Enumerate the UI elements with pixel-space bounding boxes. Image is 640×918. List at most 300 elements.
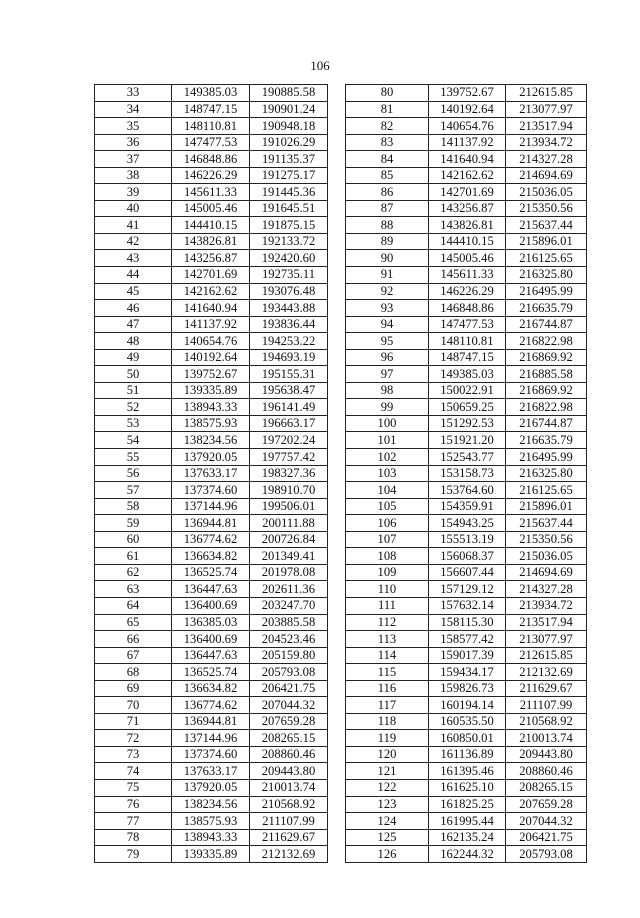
x-coordinate-cell: 140654.76: [429, 118, 506, 135]
point-number-cell: 70: [95, 697, 172, 714]
point-number-cell: 121: [346, 763, 429, 780]
point-number-cell: 71: [95, 713, 172, 730]
point-number-cell: 76: [95, 796, 172, 813]
point-number-cell: 60: [95, 531, 172, 548]
point-number-cell: 82: [346, 118, 429, 135]
x-coordinate-cell: 150659.25: [429, 399, 506, 416]
y-coordinate-cell: 200111.88: [250, 515, 328, 532]
table-row: [95, 333, 328, 350]
point-number-cell: 40: [95, 200, 172, 217]
table-row: [95, 250, 328, 267]
y-coordinate-cell: 211629.67: [250, 829, 328, 846]
y-coordinate-cell: 211107.99: [506, 697, 587, 714]
point-number-cell: 46: [95, 300, 172, 317]
x-coordinate-cell: 141640.94: [429, 151, 506, 168]
y-coordinate-cell: 209443.80: [506, 746, 587, 763]
point-number-cell: 44: [95, 267, 172, 284]
point-number-cell: 96: [346, 349, 429, 366]
y-coordinate-cell: 205793.08: [506, 846, 587, 863]
table-body-left: [95, 85, 328, 863]
point-number-cell: 57: [95, 482, 172, 499]
table-row: [346, 200, 587, 217]
x-coordinate-cell: 161825.25: [429, 796, 506, 813]
y-coordinate-cell: 207659.28: [506, 796, 587, 813]
point-number-cell: 61: [95, 548, 172, 565]
x-coordinate-cell: 159017.39: [429, 647, 506, 664]
point-number-cell: 102: [346, 449, 429, 466]
y-coordinate-cell: 193443.88: [250, 300, 328, 317]
table-row: [95, 118, 328, 135]
y-coordinate-cell: 216885.58: [506, 366, 587, 383]
y-coordinate-cell: 191135.37: [250, 151, 328, 168]
point-number-cell: 94: [346, 316, 429, 333]
point-number-cell: 100: [346, 415, 429, 432]
y-coordinate-cell: 212615.85: [506, 647, 587, 664]
table-row: [346, 631, 587, 648]
y-coordinate-cell: 201978.08: [250, 564, 328, 581]
y-coordinate-cell: 215350.56: [506, 200, 587, 217]
y-coordinate-cell: 207044.32: [506, 813, 587, 830]
y-coordinate-cell: 197757.42: [250, 449, 328, 466]
y-coordinate-cell: 195155.31: [250, 366, 328, 383]
point-number-cell: 47: [95, 316, 172, 333]
table-row: [95, 697, 328, 714]
y-coordinate-cell: 215036.05: [506, 184, 587, 201]
y-coordinate-cell: 193076.48: [250, 283, 328, 300]
table-row: [346, 763, 587, 780]
table-row: [95, 167, 328, 184]
table-row: [346, 366, 587, 383]
x-coordinate-cell: 137633.17: [172, 763, 250, 780]
y-coordinate-cell: 208265.15: [506, 779, 587, 796]
y-coordinate-cell: 205793.08: [250, 664, 328, 681]
x-coordinate-cell: 137144.96: [172, 730, 250, 747]
table-row: [95, 746, 328, 763]
x-coordinate-cell: 161625.10: [429, 779, 506, 796]
y-coordinate-cell: 190948.18: [250, 118, 328, 135]
y-coordinate-cell: 210013.74: [250, 779, 328, 796]
table-row: [95, 482, 328, 499]
y-coordinate-cell: 213934.72: [506, 597, 587, 614]
y-coordinate-cell: 203885.58: [250, 614, 328, 631]
point-number-cell: 90: [346, 250, 429, 267]
table-row: [95, 300, 328, 317]
table-row: [346, 449, 587, 466]
x-coordinate-cell: 136525.74: [172, 564, 250, 581]
table-row: [346, 118, 587, 135]
x-coordinate-cell: 147477.53: [172, 134, 250, 151]
table-row: [346, 85, 587, 102]
point-number-cell: 88: [346, 217, 429, 234]
table-row: [95, 713, 328, 730]
point-number-cell: 103: [346, 465, 429, 482]
x-coordinate-cell: 140654.76: [172, 333, 250, 350]
y-coordinate-cell: 216635.79: [506, 432, 587, 449]
x-coordinate-cell: 150022.91: [429, 382, 506, 399]
x-coordinate-cell: 137920.05: [172, 779, 250, 796]
x-coordinate-cell: 136634.82: [172, 680, 250, 697]
y-coordinate-cell: 191875.15: [250, 217, 328, 234]
y-coordinate-cell: 215896.01: [506, 498, 587, 515]
point-number-cell: 43: [95, 250, 172, 267]
y-coordinate-cell: 210568.92: [506, 713, 587, 730]
y-coordinate-cell: 216495.99: [506, 449, 587, 466]
x-coordinate-cell: 142162.62: [429, 167, 506, 184]
x-coordinate-cell: 143826.81: [429, 217, 506, 234]
point-number-cell: 109: [346, 564, 429, 581]
x-coordinate-cell: 154943.25: [429, 515, 506, 532]
y-coordinate-cell: 191445.36: [250, 184, 328, 201]
x-coordinate-cell: 142162.62: [172, 283, 250, 300]
table-row: [346, 730, 587, 747]
point-number-cell: 123: [346, 796, 429, 813]
x-coordinate-cell: 136525.74: [172, 664, 250, 681]
table-row: [346, 134, 587, 151]
point-number-cell: 66: [95, 631, 172, 648]
x-coordinate-cell: 138234.56: [172, 432, 250, 449]
x-coordinate-cell: 145005.46: [172, 200, 250, 217]
y-coordinate-cell: 216325.80: [506, 267, 587, 284]
y-coordinate-cell: 210013.74: [506, 730, 587, 747]
table-row: [95, 184, 328, 201]
table-row: [346, 415, 587, 432]
y-coordinate-cell: 195638.47: [250, 382, 328, 399]
x-coordinate-cell: 138575.93: [172, 813, 250, 830]
x-coordinate-cell: 158577.42: [429, 631, 506, 648]
y-coordinate-cell: 190901.24: [250, 101, 328, 118]
table-row: [95, 399, 328, 416]
table-row: [95, 349, 328, 366]
x-coordinate-cell: 138943.33: [172, 829, 250, 846]
point-number-cell: 33: [95, 85, 172, 102]
point-number-cell: 49: [95, 349, 172, 366]
table-row: [95, 531, 328, 548]
table-row: [95, 779, 328, 796]
point-number-cell: 42: [95, 233, 172, 250]
y-coordinate-cell: 210568.92: [250, 796, 328, 813]
x-coordinate-cell: 156607.44: [429, 564, 506, 581]
x-coordinate-cell: 136774.62: [172, 531, 250, 548]
table-row: [346, 664, 587, 681]
table-row: [346, 581, 587, 598]
table-row: [95, 316, 328, 333]
point-number-cell: 79: [95, 846, 172, 863]
x-coordinate-cell: 145611.33: [429, 267, 506, 284]
point-number-cell: 117: [346, 697, 429, 714]
point-number-cell: 38: [95, 167, 172, 184]
x-coordinate-cell: 154359.91: [429, 498, 506, 515]
table-row: [346, 813, 587, 830]
x-coordinate-cell: 151292.53: [429, 415, 506, 432]
y-coordinate-cell: 216822.98: [506, 399, 587, 416]
point-number-cell: 45: [95, 283, 172, 300]
table-row: [95, 283, 328, 300]
y-coordinate-cell: 190885.58: [250, 85, 328, 102]
table-row: [346, 548, 587, 565]
table-row: [95, 366, 328, 383]
x-coordinate-cell: 141640.94: [172, 300, 250, 317]
point-number-cell: 119: [346, 730, 429, 747]
x-coordinate-cell: 143256.87: [429, 200, 506, 217]
point-number-cell: 87: [346, 200, 429, 217]
x-coordinate-cell: 136400.69: [172, 631, 250, 648]
point-number-cell: 112: [346, 614, 429, 631]
y-coordinate-cell: 213077.97: [506, 631, 587, 648]
point-number-cell: 68: [95, 664, 172, 681]
y-coordinate-cell: 203247.70: [250, 597, 328, 614]
y-coordinate-cell: 214694.69: [506, 564, 587, 581]
point-number-cell: 67: [95, 647, 172, 664]
x-coordinate-cell: 161136.89: [429, 746, 506, 763]
x-coordinate-cell: 145005.46: [429, 250, 506, 267]
point-number-cell: 111: [346, 597, 429, 614]
x-coordinate-cell: 144410.15: [172, 217, 250, 234]
x-coordinate-cell: 156068.37: [429, 548, 506, 565]
x-coordinate-cell: 140192.64: [172, 349, 250, 366]
table-row: [346, 184, 587, 201]
table-row: [346, 746, 587, 763]
y-coordinate-cell: 192420.60: [250, 250, 328, 267]
point-number-cell: 75: [95, 779, 172, 796]
table-row: [95, 597, 328, 614]
point-number-cell: 50: [95, 366, 172, 383]
x-coordinate-cell: 139335.89: [172, 382, 250, 399]
table-row: [95, 151, 328, 168]
y-coordinate-cell: 214327.28: [506, 581, 587, 598]
x-coordinate-cell: 146226.29: [172, 167, 250, 184]
y-coordinate-cell: 213517.94: [506, 614, 587, 631]
point-number-cell: 89: [346, 233, 429, 250]
x-coordinate-cell: 136944.81: [172, 515, 250, 532]
y-coordinate-cell: 207044.32: [250, 697, 328, 714]
table-row: [95, 680, 328, 697]
x-coordinate-cell: 139335.89: [172, 846, 250, 863]
point-number-cell: 105: [346, 498, 429, 515]
y-coordinate-cell: 216869.92: [506, 382, 587, 399]
point-number-cell: 110: [346, 581, 429, 598]
table-row: [95, 664, 328, 681]
table-row: [346, 482, 587, 499]
table-row: [95, 515, 328, 532]
table-row: [346, 300, 587, 317]
x-coordinate-cell: 153158.73: [429, 465, 506, 482]
table-row: [95, 449, 328, 466]
point-number-cell: 122: [346, 779, 429, 796]
y-coordinate-cell: 191026.29: [250, 134, 328, 151]
table-row: [346, 101, 587, 118]
y-coordinate-cell: 191645.51: [250, 200, 328, 217]
x-coordinate-cell: 162135.24: [429, 829, 506, 846]
table-row: [346, 432, 587, 449]
y-coordinate-cell: 212615.85: [506, 85, 587, 102]
y-coordinate-cell: 196141.49: [250, 399, 328, 416]
y-coordinate-cell: 215637.44: [506, 515, 587, 532]
table-row: [95, 217, 328, 234]
x-coordinate-cell: 162244.32: [429, 846, 506, 863]
table-row: [95, 233, 328, 250]
point-number-cell: 59: [95, 515, 172, 532]
x-coordinate-cell: 161395.46: [429, 763, 506, 780]
table-row: [346, 680, 587, 697]
x-coordinate-cell: 146848.86: [429, 300, 506, 317]
table-row: [346, 597, 587, 614]
x-coordinate-cell: 155513.19: [429, 531, 506, 548]
y-coordinate-cell: 216125.65: [506, 250, 587, 267]
table-row: [346, 779, 587, 796]
x-coordinate-cell: 141137.92: [429, 134, 506, 151]
x-coordinate-cell: 153764.60: [429, 482, 506, 499]
table-row: [346, 531, 587, 548]
table-row: [95, 432, 328, 449]
table-row: [346, 333, 587, 350]
point-number-cell: 120: [346, 746, 429, 763]
table-row: [95, 498, 328, 515]
point-number-cell: 99: [346, 399, 429, 416]
x-coordinate-cell: 141137.92: [172, 316, 250, 333]
point-number-cell: 72: [95, 730, 172, 747]
x-coordinate-cell: 159434.17: [429, 664, 506, 681]
x-coordinate-cell: 160194.14: [429, 697, 506, 714]
y-coordinate-cell: 216495.99: [506, 283, 587, 300]
y-coordinate-cell: 202611.36: [250, 581, 328, 598]
point-number-cell: 62: [95, 564, 172, 581]
y-coordinate-cell: 215036.05: [506, 548, 587, 565]
table-body-right: [346, 85, 587, 863]
x-coordinate-cell: 137374.60: [172, 746, 250, 763]
x-coordinate-cell: 140192.64: [429, 101, 506, 118]
x-coordinate-cell: 160850.01: [429, 730, 506, 747]
y-coordinate-cell: 200726.84: [250, 531, 328, 548]
x-coordinate-cell: 144410.15: [429, 233, 506, 250]
table-row: [346, 796, 587, 813]
table-row: [95, 415, 328, 432]
x-coordinate-cell: 148110.81: [429, 333, 506, 350]
table-row: [346, 382, 587, 399]
point-number-cell: 101: [346, 432, 429, 449]
table-row: [95, 647, 328, 664]
table-row: [95, 813, 328, 830]
point-number-cell: 64: [95, 597, 172, 614]
x-coordinate-cell: 161995.44: [429, 813, 506, 830]
table-row: [346, 829, 587, 846]
x-coordinate-cell: 137920.05: [172, 449, 250, 466]
table-row: [95, 548, 328, 565]
table-row: [346, 697, 587, 714]
table-row: [346, 465, 587, 482]
table-row: [346, 217, 587, 234]
x-coordinate-cell: 143826.81: [172, 233, 250, 250]
x-coordinate-cell: 158115.30: [429, 614, 506, 631]
x-coordinate-cell: 136447.63: [172, 647, 250, 664]
y-coordinate-cell: 207659.28: [250, 713, 328, 730]
point-number-cell: 78: [95, 829, 172, 846]
y-coordinate-cell: 208860.46: [506, 763, 587, 780]
x-coordinate-cell: 142701.69: [429, 184, 506, 201]
point-number-cell: 104: [346, 482, 429, 499]
y-coordinate-cell: 204523.46: [250, 631, 328, 648]
y-coordinate-cell: 211107.99: [250, 813, 328, 830]
table-row: [95, 200, 328, 217]
point-number-cell: 63: [95, 581, 172, 598]
x-coordinate-cell: 157129.12: [429, 581, 506, 598]
table-row: [95, 846, 328, 863]
point-number-cell: 52: [95, 399, 172, 416]
point-number-cell: 34: [95, 101, 172, 118]
table-row: [95, 382, 328, 399]
point-number-cell: 77: [95, 813, 172, 830]
point-number-cell: 73: [95, 746, 172, 763]
point-number-cell: 118: [346, 713, 429, 730]
point-number-cell: 54: [95, 432, 172, 449]
point-number-cell: 93: [346, 300, 429, 317]
point-number-cell: 37: [95, 151, 172, 168]
y-coordinate-cell: 205159.80: [250, 647, 328, 664]
y-coordinate-cell: 206421.75: [506, 829, 587, 846]
table-row: [346, 846, 587, 863]
point-number-cell: 86: [346, 184, 429, 201]
point-number-cell: 53: [95, 415, 172, 432]
y-coordinate-cell: 216744.87: [506, 415, 587, 432]
coordinate-table-right: [345, 84, 587, 863]
x-coordinate-cell: 148110.81: [172, 118, 250, 135]
point-number-cell: 81: [346, 101, 429, 118]
x-coordinate-cell: 159826.73: [429, 680, 506, 697]
y-coordinate-cell: 192735.11: [250, 267, 328, 284]
x-coordinate-cell: 136385.03: [172, 614, 250, 631]
table-row: [346, 614, 587, 631]
x-coordinate-cell: 145611.33: [172, 184, 250, 201]
x-coordinate-cell: 157632.14: [429, 597, 506, 614]
x-coordinate-cell: 146226.29: [429, 283, 506, 300]
x-coordinate-cell: 148747.15: [429, 349, 506, 366]
y-coordinate-cell: 213517.94: [506, 118, 587, 135]
point-number-cell: 95: [346, 333, 429, 350]
point-number-cell: 39: [95, 184, 172, 201]
point-number-cell: 114: [346, 647, 429, 664]
point-number-cell: 80: [346, 85, 429, 102]
table-row: [95, 614, 328, 631]
y-coordinate-cell: 194253.22: [250, 333, 328, 350]
point-number-cell: 115: [346, 664, 429, 681]
x-coordinate-cell: 137633.17: [172, 465, 250, 482]
point-number-cell: 65: [95, 614, 172, 631]
y-coordinate-cell: 192133.72: [250, 233, 328, 250]
point-number-cell: 84: [346, 151, 429, 168]
y-coordinate-cell: 208860.46: [250, 746, 328, 763]
table-row: [95, 829, 328, 846]
y-coordinate-cell: 214694.69: [506, 167, 587, 184]
y-coordinate-cell: 216869.92: [506, 349, 587, 366]
table-row: [346, 498, 587, 515]
table-row: [95, 134, 328, 151]
x-coordinate-cell: 142701.69: [172, 267, 250, 284]
y-coordinate-cell: 214327.28: [506, 151, 587, 168]
point-number-cell: 125: [346, 829, 429, 846]
x-coordinate-cell: 149385.03: [172, 85, 250, 102]
point-number-cell: 36: [95, 134, 172, 151]
table-row: [346, 564, 587, 581]
y-coordinate-cell: 199506.01: [250, 498, 328, 515]
point-number-cell: 48: [95, 333, 172, 350]
point-number-cell: 113: [346, 631, 429, 648]
y-coordinate-cell: 216744.87: [506, 316, 587, 333]
point-number-cell: 97: [346, 366, 429, 383]
x-coordinate-cell: 149385.03: [429, 366, 506, 383]
table-row: [346, 647, 587, 664]
point-number-cell: 69: [95, 680, 172, 697]
table-row: [95, 267, 328, 284]
x-coordinate-cell: 136400.69: [172, 597, 250, 614]
